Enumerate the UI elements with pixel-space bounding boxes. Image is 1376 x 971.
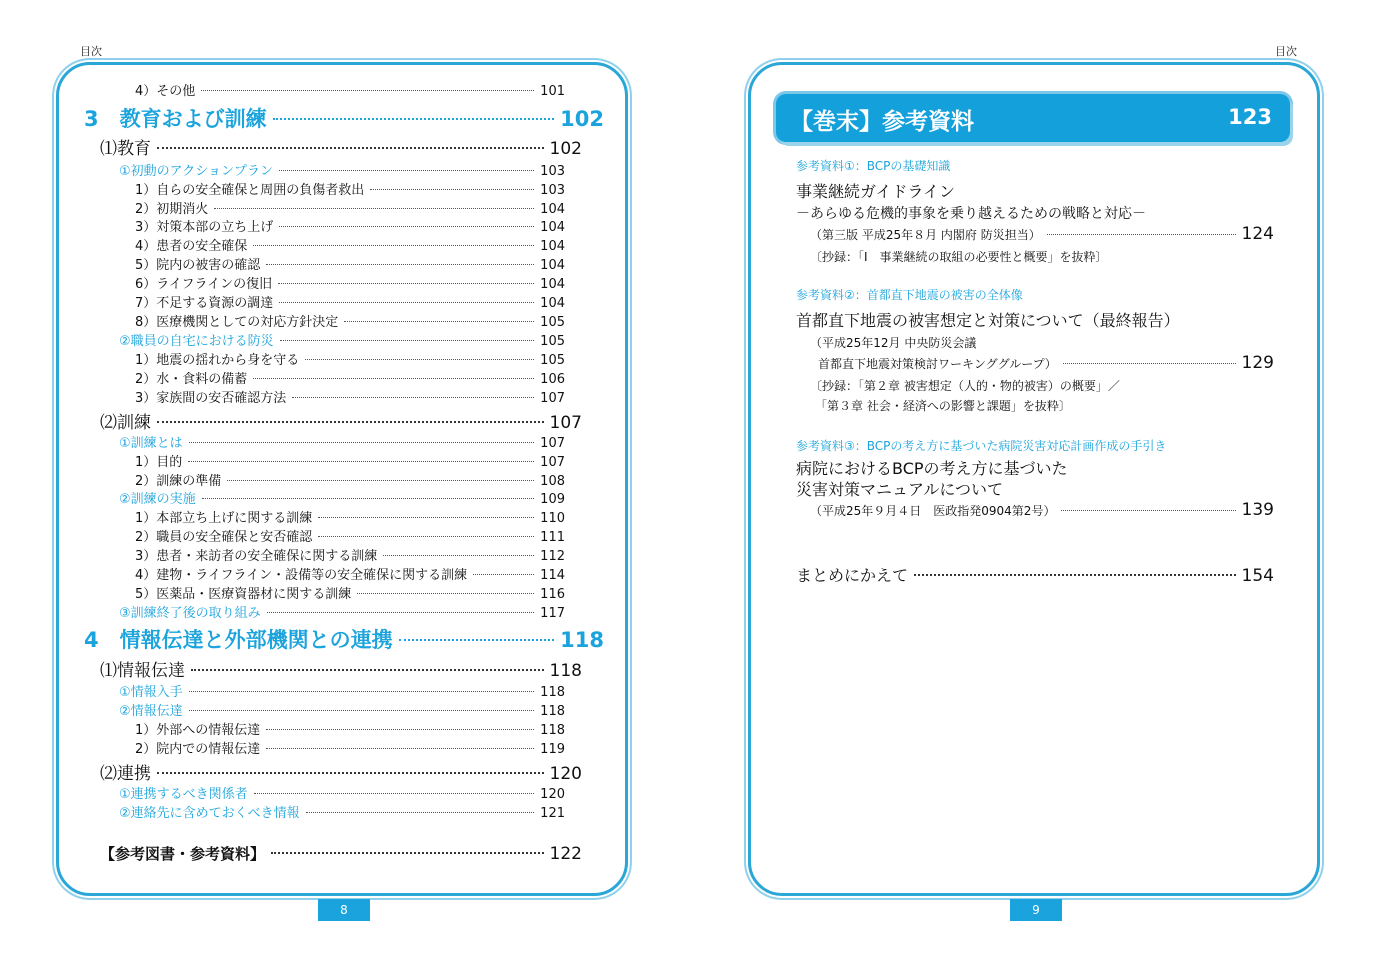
- toc-label: ②連絡先に含めておくべき情報: [119, 806, 300, 821]
- toc-label: 4）患者の安全確保: [135, 239, 248, 254]
- leader-dots: [318, 517, 534, 518]
- ref3-title-line1: 病院におけるBCPの考え方に基づいた: [796, 459, 1068, 478]
- toc-label: ⑵連携: [100, 764, 151, 784]
- toc-entry[interactable]: [135, 311, 565, 330]
- toc-label: 1）本部立ち上げに関する訓練: [135, 511, 313, 526]
- toc-chapter-4[interactable]: [84, 624, 604, 654]
- toc-label: ⑴教育: [100, 139, 151, 159]
- toc-entry[interactable]: [135, 368, 565, 387]
- toc-section[interactable]: [100, 408, 582, 433]
- toc-entry[interactable]: [135, 349, 565, 368]
- toc-page: 103: [540, 183, 565, 198]
- toc-page: 103: [540, 164, 565, 179]
- leader-dots: [278, 283, 534, 284]
- leader-dots: [157, 421, 544, 423]
- leader-dots: [344, 321, 534, 322]
- toc-page: 105: [540, 353, 565, 368]
- toc-subsection[interactable]: [119, 681, 565, 700]
- toc-label: 7）不足する資源の調達: [135, 296, 274, 311]
- toc-page: 104: [540, 296, 565, 311]
- closing-page: 154: [1241, 566, 1274, 586]
- ref3-category: 参考資料③：BCPの考え方に基づいた病院災害対応計画作成の手引き: [796, 439, 1167, 453]
- toc-entry[interactable]: [135, 564, 565, 583]
- ref3-source: （平成25年９月４日 医政指発0904第2号）: [810, 504, 1056, 518]
- right-page-number: 9: [1010, 899, 1062, 921]
- ref1-category: 参考資料①：BCPの基礎知識: [796, 159, 951, 173]
- toc-entry[interactable]: [135, 273, 565, 292]
- ref2-source-line1: （平成25年12月 中央防災会議: [810, 336, 977, 350]
- leader-dots: [1061, 510, 1235, 511]
- leader-dots: [1047, 234, 1236, 235]
- leader-dots: [266, 729, 534, 730]
- toc-entry[interactable]: [135, 545, 565, 564]
- toc-page: 107: [540, 391, 565, 406]
- leader-dots: [306, 812, 535, 813]
- leader-dots: [279, 302, 534, 303]
- toc-entry[interactable]: [135, 470, 565, 489]
- toc-entry[interactable]: [135, 451, 565, 470]
- leader-dots: [189, 710, 535, 711]
- toc-entry[interactable]: [135, 526, 565, 545]
- toc-label: 5）院内の被害の確認: [135, 258, 261, 273]
- ref1-title: 事業継続ガイドライン: [796, 182, 956, 201]
- toc-page: 102: [560, 107, 604, 131]
- ref1-subtitle: －あらゆる危機的事象を乗り越えるための戦略と対応－: [796, 206, 1146, 222]
- toc-references[interactable]: [100, 843, 582, 864]
- toc-label: ⑴情報伝達: [100, 661, 185, 681]
- ref3-page: 139: [1241, 500, 1274, 520]
- toc-label: 4）その他: [135, 84, 196, 99]
- leader-dots: [157, 772, 544, 774]
- toc-label: ②職員の自宅における防災: [119, 334, 274, 349]
- toc-subsection[interactable]: [119, 488, 565, 507]
- toc-entry[interactable]: [135, 198, 565, 217]
- toc-page: 111: [540, 530, 565, 545]
- toc-page: 117: [540, 606, 565, 621]
- toc-label: 2）職員の安全確保と安否確認: [135, 530, 313, 545]
- toc-label: 3）患者・来訪者の安全確保に関する訓練: [135, 549, 378, 564]
- toc-label: ①訓練とは: [119, 436, 183, 451]
- toc-label: 3）対策本部の立ち上げ: [135, 220, 274, 235]
- toc-label: 3 教育および訓練: [84, 107, 267, 131]
- toc-label: 2）初期消火: [135, 202, 209, 217]
- right-header: 目次: [1275, 45, 1297, 58]
- leader-dots: [273, 118, 555, 120]
- toc-page: 109: [540, 492, 565, 507]
- appendix-banner[interactable]: [776, 94, 1290, 142]
- toc-page: 118: [540, 723, 565, 738]
- toc-subsection[interactable]: [119, 700, 565, 719]
- leader-dots: [914, 574, 1236, 576]
- leader-dots: [189, 442, 535, 443]
- leader-dots: [227, 480, 534, 481]
- toc-entry[interactable]: [135, 216, 565, 235]
- toc-label: ①連携するべき関係者: [119, 787, 248, 802]
- toc-label: ②訓練の実施: [119, 492, 196, 507]
- leader-dots: [271, 852, 544, 854]
- toc-page: 122: [549, 844, 582, 864]
- toc-entry[interactable]: [135, 738, 565, 757]
- toc-page: 108: [540, 474, 565, 489]
- toc-page: 105: [540, 334, 565, 349]
- ref3-title-line2: 災害対策マニュアルについて: [796, 480, 1004, 499]
- ref1-entry[interactable]: [810, 224, 1274, 244]
- leader-dots: [399, 639, 555, 641]
- toc-page: 104: [540, 239, 565, 254]
- leader-dots: [383, 555, 534, 556]
- toc-label: ③訓練終了後の取り組み: [119, 606, 261, 621]
- leader-dots: [279, 226, 534, 227]
- toc-label: 4）建物・ライフライン・設備等の安全確保に関する訓練: [135, 568, 468, 583]
- toc-subsection[interactable]: [119, 432, 565, 451]
- toc-page: 121: [540, 806, 565, 821]
- leader-dots: [267, 612, 535, 613]
- closing-entry[interactable]: [796, 563, 1274, 586]
- toc-page: 104: [540, 258, 565, 273]
- toc-page: 120: [540, 787, 565, 802]
- ref2-category: 参考資料②：首都直下地震の被害の全体像: [796, 288, 1023, 302]
- leader-dots: [254, 793, 535, 794]
- ref1-page: 124: [1241, 224, 1274, 244]
- left-page-number: 8: [318, 899, 370, 921]
- leader-dots: [253, 378, 534, 379]
- toc-label: ②情報伝達: [119, 704, 183, 719]
- toc-entry[interactable]: [135, 235, 565, 254]
- toc-page: 118: [549, 661, 582, 681]
- leader-dots: [370, 189, 534, 190]
- leader-dots: [1063, 363, 1236, 364]
- leader-dots: [473, 574, 534, 575]
- leader-dots: [253, 245, 534, 246]
- leader-dots: [305, 359, 534, 360]
- toc-label: ①初動のアクションプラン: [119, 164, 274, 179]
- leader-dots: [292, 397, 534, 398]
- leader-dots: [280, 340, 535, 341]
- toc-page: 107: [540, 436, 565, 451]
- toc-page: 102: [549, 139, 582, 159]
- toc-subsection[interactable]: [119, 802, 565, 821]
- toc-page: 105: [540, 315, 565, 330]
- leader-dots: [279, 170, 534, 171]
- toc-label: 1）外部への情報伝達: [135, 723, 261, 738]
- leader-dots: [214, 208, 534, 209]
- ref2-source-line2: 首都直下地震対策検討ワーキンググループ）: [818, 357, 1057, 371]
- toc-section[interactable]: [100, 134, 582, 159]
- toc-page: 118: [540, 704, 565, 719]
- toc-chapter-3[interactable]: [84, 103, 604, 133]
- toc-label: 8）医療機関としての対応方針決定: [135, 315, 339, 330]
- toc-label: 3）家族間の安否確認方法: [135, 391, 287, 406]
- toc-label: 2）院内での情報伝達: [135, 742, 261, 757]
- toc-label: 5）医薬品・医療資器材に関する訓練: [135, 587, 352, 602]
- toc-page: 118: [540, 685, 565, 700]
- toc-entry[interactable]: [135, 254, 565, 273]
- toc-section[interactable]: [100, 759, 582, 784]
- toc-subsection[interactable]: [119, 160, 565, 179]
- toc-entry[interactable]: [135, 387, 565, 406]
- toc-page: 107: [549, 413, 582, 433]
- toc-page: 107: [540, 455, 565, 470]
- toc-page: 110: [540, 511, 565, 526]
- toc-page: 101: [540, 84, 565, 99]
- toc-section[interactable]: [100, 656, 582, 681]
- left-header: 目次: [80, 45, 102, 58]
- leader-dots: [266, 264, 534, 265]
- ref1-note: 〔抄録：「Ⅰ 事業継続の取組の必要性と概要」を抜粋〕: [810, 250, 1108, 264]
- ref3-entry[interactable]: [810, 500, 1274, 520]
- toc-entry[interactable]: [135, 719, 565, 738]
- leader-dots: [357, 593, 534, 594]
- leader-dots: [157, 147, 544, 149]
- toc-page: 104: [540, 202, 565, 217]
- leader-dots: [266, 748, 534, 749]
- ref1-source: （第三版 平成25年８月 内閣府 防災担当）: [810, 228, 1041, 242]
- ref2-page: 129: [1241, 353, 1274, 373]
- ref2-note-line2: 「第３章 社会・経済への影響と課題」を抜粋〕: [815, 399, 1071, 413]
- toc-page: 104: [540, 220, 565, 235]
- toc-label: 1）自らの安全確保と周囲の負傷者救出: [135, 183, 365, 198]
- banner-page: 123: [1228, 105, 1272, 129]
- toc-entry[interactable]: [135, 179, 565, 198]
- toc-entry[interactable]: [135, 292, 565, 311]
- toc-page: 112: [540, 549, 565, 564]
- toc-entry[interactable]: [135, 583, 565, 602]
- toc-subsection[interactable]: [119, 783, 565, 802]
- leader-dots: [202, 498, 535, 499]
- toc-label: 1）地震の揺れから身を守る: [135, 353, 300, 368]
- ref2-note-line1: 〔抄録：「第２章 被害想定（人的・物的被害）の概要」／: [810, 379, 1120, 393]
- toc-page: 114: [540, 568, 565, 583]
- toc-label: 【参考図書・参考資料】: [100, 845, 266, 863]
- ref2-title: 首都直下地震の被害想定と対策について（最終報告）: [796, 311, 1180, 330]
- toc-page: 119: [540, 742, 565, 757]
- toc-label: ①情報入手: [119, 685, 183, 700]
- closing-label: まとめにかえて: [796, 566, 909, 585]
- toc-entry[interactable]: [135, 507, 565, 526]
- toc-label: 4 情報伝達と外部機関との連携: [84, 628, 393, 652]
- toc-subsection[interactable]: [119, 330, 565, 349]
- leader-dots: [201, 90, 534, 91]
- leader-dots: [318, 536, 534, 537]
- ref2-entry[interactable]: [818, 353, 1274, 373]
- toc-page: 116: [540, 587, 565, 602]
- banner-title: 【巻末】参考資料: [790, 109, 974, 135]
- toc-entry[interactable]: [135, 80, 565, 99]
- toc-subsection[interactable]: [119, 602, 565, 621]
- leader-dots: [191, 669, 544, 671]
- toc-label: 2）訓練の準備: [135, 474, 222, 489]
- leader-dots: [188, 461, 534, 462]
- toc-page: 104: [540, 277, 565, 292]
- toc-page: 106: [540, 372, 565, 387]
- toc-page: 118: [560, 628, 604, 652]
- leader-dots: [189, 691, 535, 692]
- toc-label: 1）目的: [135, 455, 183, 470]
- toc-label: 6）ライフラインの復旧: [135, 277, 273, 292]
- toc-page: 120: [549, 764, 582, 784]
- toc-label: ⑵訓練: [100, 413, 151, 433]
- toc-label: 2）水・食料の備蓄: [135, 372, 248, 387]
